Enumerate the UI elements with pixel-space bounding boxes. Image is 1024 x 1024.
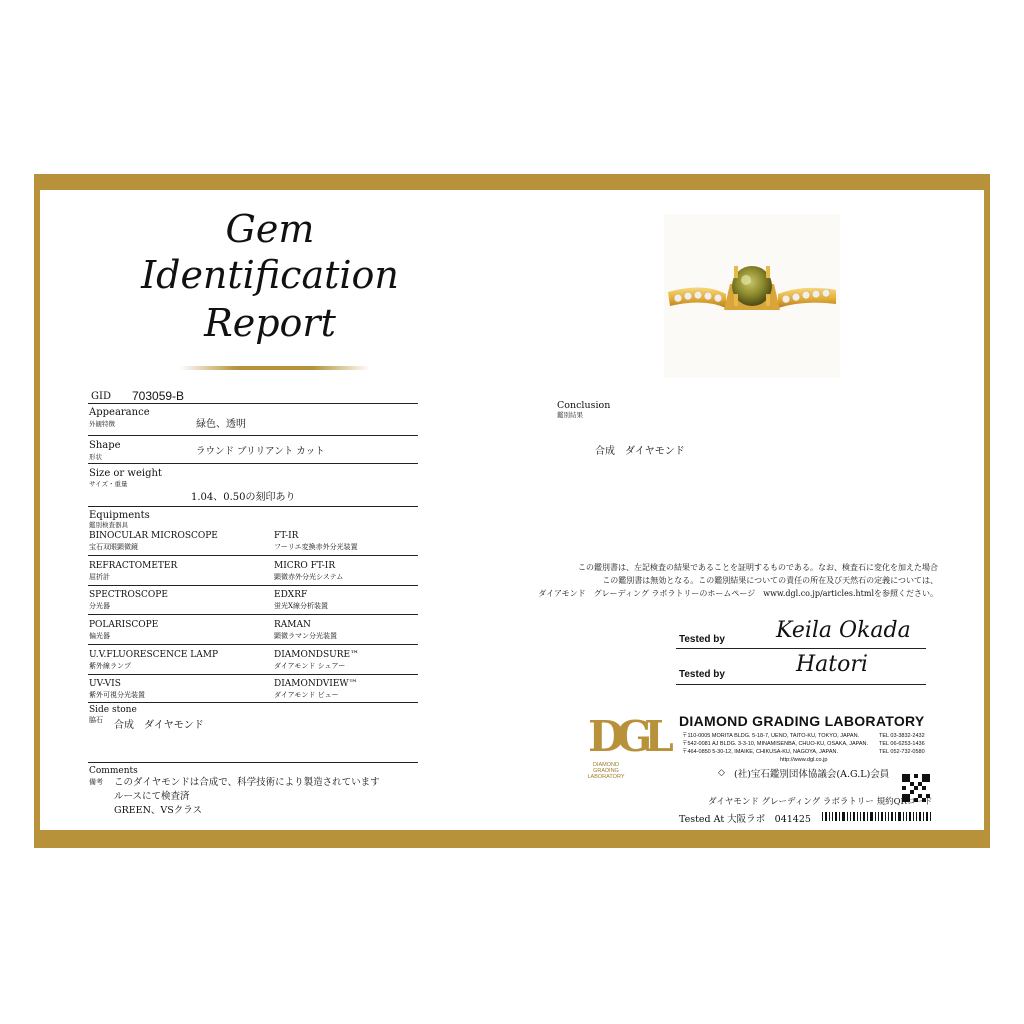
disclaimer-line: この鑑別書は無効となる。この鑑別結果についての責任の所在及び天然石の定義については、: [602, 576, 938, 585]
signature-line: [676, 684, 926, 685]
logo-caption-line: GRADING: [593, 768, 619, 774]
comment-line: ルースにて検査済: [114, 791, 190, 802]
equipment-name-jp: 紫外線ランプ: [89, 662, 131, 670]
lab-tel: TEL 03-3832-2432: [879, 733, 925, 739]
comments-label: Comments: [89, 766, 138, 776]
equipments-sublabel: 鑑別検査器具: [89, 521, 128, 529]
lab-address: 〒542-0081 AJ BLDG. 3-3-10, MINAMISENBA, CHUO-KU, OSAKA, JAPAN.: [682, 741, 869, 747]
comments-sublabel: 備考: [89, 778, 103, 786]
equipment-name: SPECTROSCOPE: [89, 590, 168, 600]
dgl-logo-caption: [584, 762, 628, 780]
equipment-name: EDXRF: [274, 590, 308, 600]
divider: [88, 674, 418, 675]
signature-line: [676, 648, 926, 649]
shape-value: ラウンド ブリリアント カット: [196, 446, 325, 457]
signature-1: Keila Okada: [776, 618, 911, 643]
equipment-name-jp: ダイアモンド シュアー: [274, 662, 346, 670]
sidestone-sublabel: 脇石: [89, 716, 103, 724]
tested-by-label: Tested by: [679, 669, 725, 680]
title-underline: [180, 366, 370, 370]
conclusion-label: Conclusion: [557, 400, 611, 411]
equipment-name: U.V.FLUORESCENCE LAMP: [89, 650, 219, 660]
size-label: Size or weight: [89, 468, 162, 479]
dgl-logo: DGL: [588, 712, 666, 761]
shape-label: Shape: [89, 440, 121, 451]
equipment-name-jp: 蛍光X線分析装置: [274, 602, 328, 610]
divider: [88, 762, 418, 763]
divider: [88, 403, 418, 404]
ring-photo: [664, 214, 840, 378]
equipment-name-jp: 顕微赤外分光システム: [274, 573, 344, 581]
sidestone-value: 合成 ダイヤモンド: [114, 720, 204, 731]
divider: [88, 644, 418, 645]
conclusion-sublabel: 鑑別結果: [557, 411, 583, 419]
sidestone-label: Side stone: [89, 705, 137, 715]
qr-caption: ダイヤモンド グレーディング ラボラトリー 規約QRコード: [708, 797, 933, 807]
lab-website: http://www.dgl.co.jp: [780, 757, 828, 763]
equipment-name-jp: フーリエ変換赤外分光装置: [274, 543, 358, 551]
lab-tel: TEL 06-6253-1436: [879, 741, 925, 747]
lab-address: 〒464-0850 5-30-12, IMAIKE, CHIKUSA-KU, NAGOYA, JAPAN.: [682, 749, 838, 755]
equipment-name: MICRO FT-IR: [274, 561, 336, 571]
equipment-name-jp: 偏光器: [89, 632, 110, 640]
appearance-sublabel: 外観特徴: [89, 420, 115, 428]
barcode-icon: [822, 812, 932, 821]
disclaimer-line: ダイアモンド グレーディング ラボラトリーのホームページ www.dgl.co.jp/articles.htmlを参照ください。: [538, 589, 938, 598]
divider: [88, 555, 418, 556]
equipment-name-jp: 宝石双眼顕微鏡: [89, 543, 138, 551]
gid-label: GID: [91, 391, 111, 402]
disclaimer-line: この鑑別書は、左記検査の結果であることを証明するものである。なお、検査石に変化を加えた場合: [578, 563, 938, 572]
equipment-name: POLARISCOPE: [89, 620, 159, 630]
equipment-name: DIAMONDVIEW™: [274, 679, 358, 689]
report-title-line3: Report: [204, 301, 336, 345]
report-title-line2: Identification: [141, 253, 399, 297]
divider: [88, 614, 418, 615]
equipment-name: UV-VIS: [89, 679, 121, 689]
association-text: (社)宝石鑑別団体協議会(A.G.L)会員: [734, 769, 890, 780]
tested-by-label: Tested by: [679, 634, 725, 645]
divider: [88, 702, 418, 703]
diamond-icon: ◇: [718, 768, 725, 778]
equipment-name-jp: 紫外可視分光装置: [89, 691, 145, 699]
logo-caption-line: LABORATORY: [587, 774, 625, 780]
equipment-name-jp: ダイアモンド ビュー: [274, 691, 339, 699]
lab-name: DIAMOND GRADING LABORATORY: [679, 713, 925, 729]
conclusion-value: 合成 ダイヤモンド: [595, 446, 685, 457]
size-sublabel: サイズ・重量: [89, 480, 128, 488]
signature-2: Hatori: [796, 652, 868, 677]
divider: [88, 585, 418, 586]
lab-address: 〒110-0005 MORITA BLDG. 5-18-7, UENO, TAITO-KU, TOKYO, JAPAN.: [682, 733, 860, 739]
lab-tel: TEL 052-732-0580: [879, 749, 925, 755]
comment-line: このダイヤモンドは合成で、科学技術により製造されています: [114, 777, 380, 788]
divider: [88, 435, 418, 436]
equipment-name-jp: 顕微ラマン分光装置: [274, 632, 337, 640]
report-title-line1: Gem: [225, 207, 315, 251]
comment-line: GREEN、VSクラス: [114, 805, 203, 816]
equipment-name: FT-IR: [274, 531, 299, 541]
divider: [88, 506, 418, 507]
logo-caption-line: DIAMOND: [593, 762, 619, 768]
equipment-name-jp: 分光器: [89, 602, 110, 610]
equipment-name: DIAMONDSURE™: [274, 650, 360, 660]
size-value: 1.04、0.50の刻印あり: [191, 492, 296, 503]
equipment-name: RAMAN: [274, 620, 311, 630]
equipment-name-jp: 屈折計: [89, 573, 110, 581]
equipment-name: BINOCULAR MICROSCOPE: [89, 531, 218, 541]
gid-value: 703059-B: [132, 389, 185, 403]
divider: [88, 463, 418, 464]
tested-at: Tested At 大阪ラボ 041425: [679, 814, 811, 825]
equipment-name: REFRACTOMETER: [89, 561, 178, 571]
shape-sublabel: 形状: [89, 453, 102, 461]
appearance-label: Appearance: [89, 407, 150, 418]
appearance-value: 緑色、透明: [196, 419, 246, 430]
equipments-label: Equipments: [89, 510, 150, 521]
